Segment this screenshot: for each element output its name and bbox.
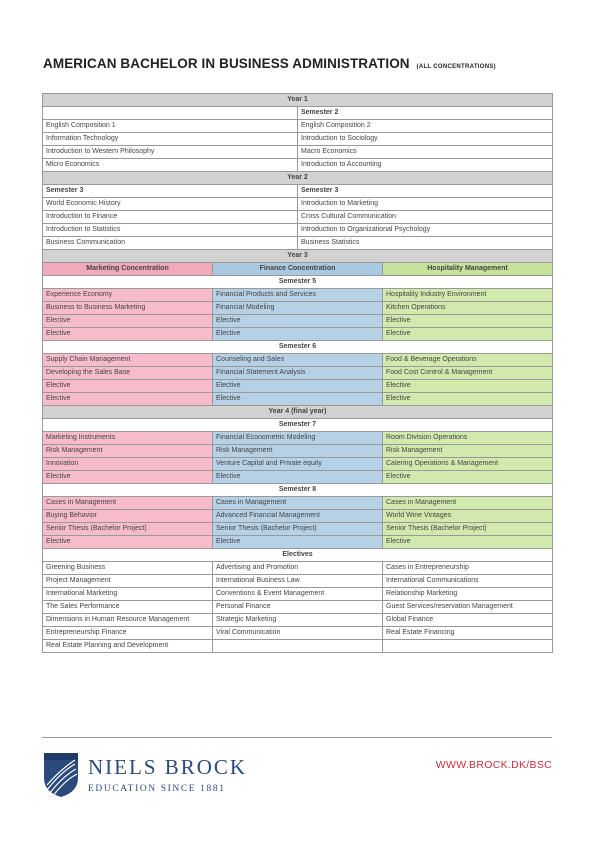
semester-label-left bbox=[43, 107, 298, 120]
course-row bbox=[43, 510, 553, 523]
course-cell: Elective bbox=[213, 471, 383, 484]
course-row bbox=[43, 523, 553, 536]
electives-heading: Electives bbox=[43, 549, 553, 562]
course-cell: Senior Thesis (Bachelor Project) bbox=[213, 523, 383, 536]
course-cell: World Economic History bbox=[43, 198, 298, 211]
course-cell: Cross Cultural Communication bbox=[298, 211, 553, 224]
course-cell: Business Communication bbox=[43, 237, 298, 250]
title-main: AMERICAN BACHELOR IN BUSINESS ADMINISTRATION bbox=[43, 56, 410, 71]
course-cell: Elective bbox=[383, 328, 553, 341]
website-link[interactable]: WWW.BROCK.DK/BSC bbox=[435, 759, 552, 771]
course-cell: Elective bbox=[43, 315, 213, 328]
course-row bbox=[43, 614, 553, 627]
course-cell: Elective bbox=[383, 471, 553, 484]
course-cell: Real Estate Financing bbox=[383, 627, 553, 640]
course-cell: Elective bbox=[213, 393, 383, 406]
page-title bbox=[43, 56, 496, 71]
course-cell: Global Finance bbox=[383, 614, 553, 627]
course-cell: Real Estate Planning and Development bbox=[43, 640, 213, 653]
course-row bbox=[43, 380, 553, 393]
semester-8-heading: Semester 8 bbox=[43, 484, 553, 497]
course-cell: Greening Business bbox=[43, 562, 213, 575]
hospitality-management-heading: Hospitality Management bbox=[383, 263, 553, 276]
course-cell bbox=[213, 640, 383, 653]
course-row bbox=[43, 575, 553, 588]
course-cell: Cases in Entrepreneurship bbox=[383, 562, 553, 575]
marketing-concentration-heading: Marketing Concentration bbox=[43, 263, 213, 276]
year-4-heading: Year 4 (final year) bbox=[43, 406, 553, 419]
course-cell: Entrepreneurship Finance bbox=[43, 627, 213, 640]
course-cell: Financial Statement Analysis bbox=[213, 367, 383, 380]
semester-label-row bbox=[43, 107, 553, 120]
course-cell: The Sales Performance bbox=[43, 601, 213, 614]
course-cell: Marketing Instruments bbox=[43, 432, 213, 445]
semester-6-heading: Semester 6 bbox=[43, 341, 553, 354]
course-cell: Introduction to Finance bbox=[43, 211, 298, 224]
course-cell: English Composition 2 bbox=[298, 120, 553, 133]
course-cell: Project Management bbox=[43, 575, 213, 588]
course-cell: Conventions & Event Management bbox=[213, 588, 383, 601]
semester-header-row bbox=[43, 549, 553, 562]
finance-concentration-heading: Finance Concentration bbox=[213, 263, 383, 276]
course-cell: Dimensions in Human Resource Management bbox=[43, 614, 213, 627]
course-cell: Introduction to Organizational Psychology bbox=[298, 224, 553, 237]
course-cell: Advanced Financial Management bbox=[213, 510, 383, 523]
course-cell: Elective bbox=[213, 380, 383, 393]
course-cell: Elective bbox=[213, 315, 383, 328]
footer-divider bbox=[42, 737, 552, 738]
course-cell: English Composition 1 bbox=[43, 120, 298, 133]
course-row bbox=[43, 588, 553, 601]
course-row bbox=[43, 289, 553, 302]
course-row bbox=[43, 640, 553, 653]
course-cell: Risk Management bbox=[383, 445, 553, 458]
course-cell: Hospitality Industry Environment bbox=[383, 289, 553, 302]
course-row bbox=[43, 224, 553, 237]
course-cell: Business to Business Marketing bbox=[43, 302, 213, 315]
course-cell: Macro Economics bbox=[298, 146, 553, 159]
course-cell: Elective bbox=[43, 471, 213, 484]
course-cell: Elective bbox=[43, 328, 213, 341]
course-row bbox=[43, 328, 553, 341]
concentration-header-row bbox=[43, 263, 553, 276]
course-cell: Elective bbox=[383, 315, 553, 328]
course-cell: Elective bbox=[383, 536, 553, 549]
course-cell: Introduction to Statistics bbox=[43, 224, 298, 237]
semester-header-row bbox=[43, 419, 553, 432]
brand-name: NIELS BROCK bbox=[88, 755, 248, 779]
course-row bbox=[43, 393, 553, 406]
course-cell: Elective bbox=[213, 536, 383, 549]
course-row bbox=[43, 471, 553, 484]
course-cell: Introduction to Sociology bbox=[298, 133, 553, 146]
course-cell: Information Technology bbox=[43, 133, 298, 146]
semester-label-row bbox=[43, 185, 553, 198]
course-cell: Financial Modeling bbox=[213, 302, 383, 315]
course-cell: Innovation bbox=[43, 458, 213, 471]
course-cell: Food & Beverage Operations bbox=[383, 354, 553, 367]
course-cell: Counseling and Sales bbox=[213, 354, 383, 367]
semester-header-row bbox=[43, 341, 553, 354]
year-2-heading: Year 2 bbox=[43, 172, 553, 185]
course-cell: Senior Thesis (Bachelor Project) bbox=[43, 523, 213, 536]
course-row bbox=[43, 211, 553, 224]
course-cell: Risk Management bbox=[43, 445, 213, 458]
semester-label-right: Semester 2 bbox=[298, 107, 553, 120]
course-cell: Elective bbox=[213, 328, 383, 341]
course-row bbox=[43, 445, 553, 458]
course-cell: Kitchen Operations bbox=[383, 302, 553, 315]
year-3-heading: Year 3 bbox=[43, 250, 553, 263]
semester-header-row bbox=[43, 276, 553, 289]
course-cell: International Business Law bbox=[213, 575, 383, 588]
course-cell: Cases in Management bbox=[43, 497, 213, 510]
course-cell: World Wine Vintages bbox=[383, 510, 553, 523]
section-header-row bbox=[43, 94, 553, 107]
course-cell: Guest Services/reservation Management bbox=[383, 601, 553, 614]
program-table bbox=[42, 93, 553, 653]
course-cell: Financial Econometric Modeling bbox=[213, 432, 383, 445]
course-row bbox=[43, 302, 553, 315]
section-header-row bbox=[43, 172, 553, 185]
niels-brock-shield-logo bbox=[43, 752, 79, 798]
course-cell: Relationship Marketing bbox=[383, 588, 553, 601]
course-cell: Elective bbox=[43, 380, 213, 393]
course-cell: Micro Economics bbox=[43, 159, 298, 172]
course-cell: Elective bbox=[383, 380, 553, 393]
course-cell: Catering Operations & Management bbox=[383, 458, 553, 471]
course-row bbox=[43, 536, 553, 549]
course-cell: Food Cost Control & Management bbox=[383, 367, 553, 380]
course-cell: Senior Thesis (Bachelor Project) bbox=[383, 523, 553, 536]
course-row bbox=[43, 237, 553, 250]
course-cell: Elective bbox=[383, 393, 553, 406]
course-cell: Risk Management bbox=[213, 445, 383, 458]
course-row bbox=[43, 354, 553, 367]
course-row bbox=[43, 627, 553, 640]
brand-tagline: EDUCATION SINCE 1881 bbox=[88, 784, 226, 794]
course-cell: Cases in Management bbox=[213, 497, 383, 510]
course-cell bbox=[383, 640, 553, 653]
course-cell: Strategic Marketing bbox=[213, 614, 383, 627]
course-row bbox=[43, 458, 553, 471]
course-cell: Personal Finance bbox=[213, 601, 383, 614]
course-cell: Experience Economy bbox=[43, 289, 213, 302]
course-row bbox=[43, 367, 553, 380]
semester-5-heading: Semester 5 bbox=[43, 276, 553, 289]
course-cell: Financial Products and Services bbox=[213, 289, 383, 302]
course-row bbox=[43, 601, 553, 614]
course-cell: Business Statistics bbox=[298, 237, 553, 250]
course-cell: Room Division Operations bbox=[383, 432, 553, 445]
course-cell: Cases in Management bbox=[383, 497, 553, 510]
semester-label-right: Semester 3 bbox=[298, 185, 553, 198]
course-cell: Advertising and Promotion bbox=[213, 562, 383, 575]
course-row bbox=[43, 497, 553, 510]
course-cell: International Marketing bbox=[43, 588, 213, 601]
course-cell: Elective bbox=[43, 393, 213, 406]
course-row bbox=[43, 133, 553, 146]
course-cell: Developing the Sales Base bbox=[43, 367, 213, 380]
title-subtitle: (ALL CONCENTRATIONS) bbox=[416, 64, 496, 70]
course-cell: Elective bbox=[43, 536, 213, 549]
course-cell: Supply Chain Management bbox=[43, 354, 213, 367]
course-row bbox=[43, 120, 553, 133]
course-cell: Introduction to Accounting bbox=[298, 159, 553, 172]
year-1-heading: Year 1 bbox=[43, 94, 553, 107]
course-cell: Introduction to Western Philosophy bbox=[43, 146, 298, 159]
course-row bbox=[43, 146, 553, 159]
course-cell: Introduction to Marketing bbox=[298, 198, 553, 211]
semester-header-row bbox=[43, 484, 553, 497]
course-row bbox=[43, 198, 553, 211]
semester-7-heading: Semester 7 bbox=[43, 419, 553, 432]
semester-label-left: Semester 3 bbox=[43, 185, 298, 198]
section-header-row bbox=[43, 406, 553, 419]
course-cell: Viral Communication bbox=[213, 627, 383, 640]
course-cell: Venture Capital and Private equity bbox=[213, 458, 383, 471]
course-row bbox=[43, 432, 553, 445]
course-cell: Buying Behavior bbox=[43, 510, 213, 523]
course-row bbox=[43, 562, 553, 575]
course-cell: International Communications bbox=[383, 575, 553, 588]
course-row bbox=[43, 159, 553, 172]
section-header-row bbox=[43, 250, 553, 263]
course-row bbox=[43, 315, 553, 328]
